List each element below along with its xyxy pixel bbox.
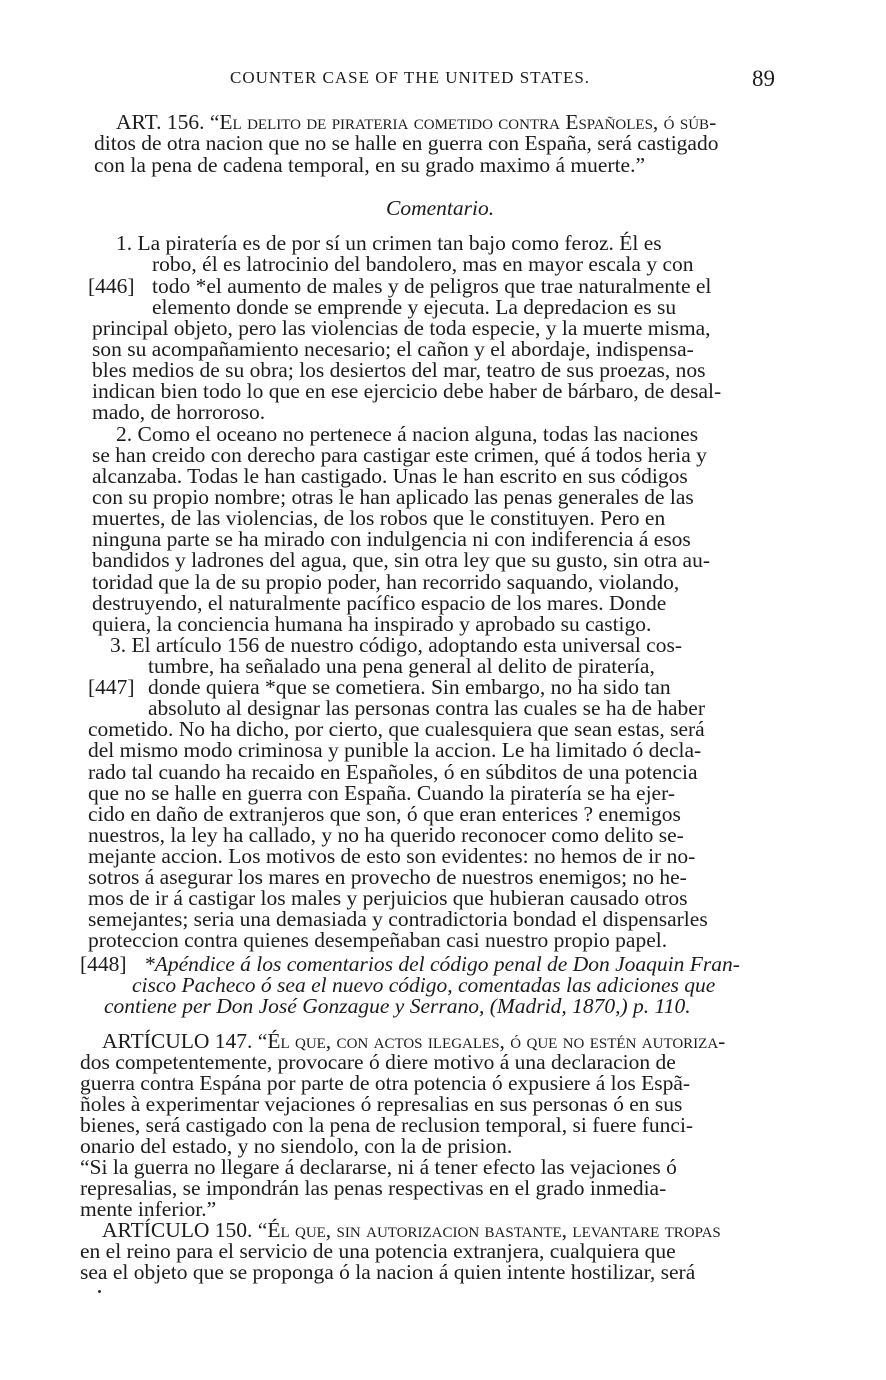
- section-heading: Comentario.: [386, 196, 495, 220]
- citation-line: cisco Pacheco ó sea el nuevo código, comentadas las adiciones que: [132, 973, 716, 997]
- text-line: ditos de otra nacion que no se halle en guerra con España, será castigado: [94, 131, 719, 155]
- text-line: rado tal cuando ha recaido en Españoles, ó en súbditos de una potencia: [88, 760, 698, 784]
- text-line: mos de ir á castigar los males y perjuicios que hubieran causado otros: [88, 886, 688, 910]
- text-line: mente inferior.”: [80, 1197, 217, 1221]
- text-line: mado, de horroroso.: [92, 400, 266, 424]
- text-line: dos competentemente, provocare ó diere motivo á una declaracion de: [80, 1050, 676, 1074]
- text-line: son su acompañamiento necesario; el cañon y el abordaje, indispensa-: [92, 337, 694, 361]
- text-line: donde quiera *que se cometiera. Sin embargo, no ha sido tan: [148, 675, 671, 699]
- text-line: nuestros, la ley ha callado, y no ha querido reconocer como delito se-: [88, 823, 684, 847]
- text-line: proteccion contra quienes desempeñaban casi nuestro propio papel.: [88, 928, 668, 952]
- text-line: 1. La piratería es de por sí un crimen tan bajo como feroz. Él es: [116, 231, 662, 255]
- text-line: sotros á asegurar los mares en provecho de nuestros enemigos; no he-: [88, 865, 687, 889]
- text-line: toridad que la de su propio poder, han recorrido saquando, violando,: [92, 570, 680, 594]
- text-line: ARTÍCULO 147. “Él que, con actos ilegales, ó que no estén autoriza-: [102, 1029, 726, 1053]
- text-line: bles medios de su obra; los desiertos del mar, teatro de sus proezas, nos: [92, 358, 706, 382]
- citation-line: contiene per Don José Gonzague y Serrano, (Madrid, 1870,) p. 110.: [104, 994, 691, 1018]
- text-line: guerra contra Espána por parte de otra potencia ó expusiere á los Espã-: [80, 1071, 691, 1095]
- text-line: “Si la guerra no llegare á declararse, ni á tener efecto las vejaciones ó: [80, 1155, 677, 1179]
- text-line: onario del estado, y no siendolo, con la de prision.: [80, 1134, 513, 1158]
- text-line: 2. Como el oceano no pertenece á nacion alguna, todas las naciones: [116, 422, 699, 446]
- ink-speck: [98, 1290, 101, 1293]
- text-line: indican bien todo lo que en ese ejercicio debe haber de bárbaro, de desal-: [92, 379, 722, 403]
- text-line: ninguna parte se ha mirado con indulgencia ni con indiferencia á esos: [92, 527, 691, 551]
- text-line: con su propio nombre; otras le han aplicado las penas generales de las: [92, 485, 694, 509]
- text-line: elemento donde se emprende y ejecuta. La depredacion es su: [152, 295, 677, 319]
- text-line: tumbre, ha señalado una pena general al delito de piratería,: [148, 654, 655, 678]
- text-line: mejante accion. Los motivos de esto son evidentes: no hemos de ir no-: [88, 844, 696, 868]
- text-line: semejantes; seria una demasiada y contradictoria bondad el dispensarles: [88, 907, 708, 931]
- text-line: quiera, la conciencia humana ha inspirado y aprobado su castigo.: [92, 612, 652, 636]
- text-line: cido en daño de extranjeros que son, ó que eran enterices ? enemigos: [88, 802, 681, 826]
- text-line: se han creido con derecho para castigar este crimen, qué á todos heria y: [92, 443, 707, 467]
- margin-reference: [447]: [88, 675, 135, 699]
- text-line: ARTÍCULO 150. “Él que, sin autorizacion bastante, levantare tropas: [102, 1218, 721, 1242]
- margin-reference: [448]: [80, 952, 127, 976]
- citation-line: *Apéndice á los comentarios del código penal de Don Joaquin Fran-: [144, 952, 740, 976]
- text-line: que no se halle en guerra con España. Cuando la piratería se ha ejer-: [88, 781, 675, 805]
- margin-reference: [446]: [88, 274, 135, 298]
- text-line: con la pena de cadena temporal, en su grado maximo á muerte.”: [94, 153, 646, 177]
- text-line: ñoles à experimentar vejaciones ó represalias en sus personas ó en sus: [80, 1092, 683, 1116]
- text-line: principal objeto, pero las violencias de toda especie, y la muerte misma,: [92, 316, 711, 340]
- text-line: bienes, será castigado con la pena de reclusion temporal, si fuere funci-: [80, 1113, 694, 1137]
- text-line: represalias, se impondrán las penas respectivas en el grado inmedia-: [80, 1176, 667, 1200]
- page-number: 89: [752, 66, 775, 91]
- text-line: bandidos y ladrones del agua, que, sin otra ley que su gusto, sin otra au-: [92, 548, 710, 572]
- text-line: en el reino para el servicio de una potencia extranjera, cualquiera que: [80, 1239, 676, 1263]
- text-line: absoluto al designar las personas contra las cuales se ha de haber: [148, 696, 706, 720]
- text-line: 3. El artículo 156 de nuestro código, adoptando esta universal cos-: [110, 633, 682, 657]
- text-line: del mismo modo criminosa y punible la accion. Le ha limitado ó decla-: [88, 738, 702, 762]
- text-line: ART. 156. “El delito de pirateria cometido contra Españoles, ó súb-: [116, 110, 717, 134]
- text-line: alcanzaba. Todas le han castigado. Unas le han escrito en sus códigos: [92, 464, 688, 488]
- text-line: destruyendo, el naturalmente pacífico espacio de los mares. Donde: [92, 591, 667, 615]
- text-line: muertes, de las violencias, de los robos que le constituyen. Pero en: [92, 506, 666, 530]
- text-line: robo, él es latrocinio del bandolero, mas en mayor escala y con: [152, 252, 694, 276]
- text-line: cometido. No ha dicho, por cierto, que cualesquiera que sean estas, será: [88, 717, 705, 741]
- text-line: sea el objeto que se proponga ó la nacion á quien intente hostilizar, será: [80, 1260, 696, 1284]
- text-line: todo *el aumento de males y de peligros que trae naturalmente el: [152, 274, 712, 298]
- running-title: COUNTER CASE OF THE UNITED STATES.: [230, 68, 591, 87]
